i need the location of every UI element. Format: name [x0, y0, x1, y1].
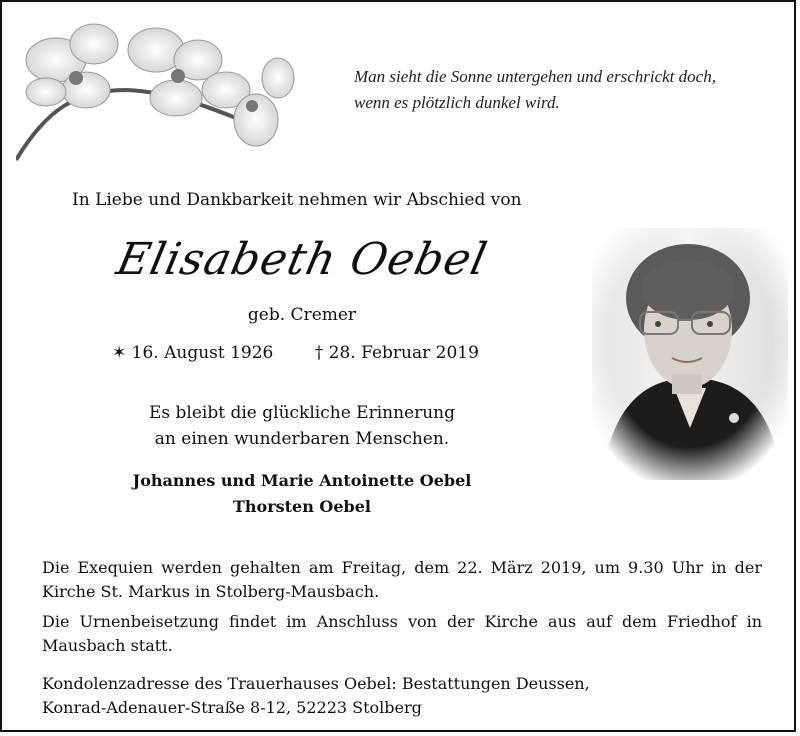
- life-dates: [112, 340, 515, 366]
- deceased-name: Elisabeth Oebel: [112, 234, 492, 285]
- intro-text: In Liebe und Dankbarkeit nehmen wir Abschied von: [72, 190, 522, 210]
- poem-line-2: wenn es plötzlich dunkel wird.: [354, 93, 560, 112]
- birth-name: geb. Cremer: [247, 305, 357, 325]
- portrait-photo: [592, 228, 788, 480]
- poem-line-1: Man sieht die Sonne untergehen und erschrickt doch,: [354, 67, 716, 86]
- portrait-image: [592, 228, 788, 480]
- orchid-illustration: [16, 20, 306, 170]
- memory-line-2: an einen wunderbaren Menschen.: [154, 429, 450, 449]
- memory-text: [92, 400, 512, 452]
- address-line-1: Kondolenzadresse des Trauerhauses Oebel: Bestattungen Deussen,: [42, 674, 590, 693]
- family-line-2: Thorsten Oebel: [233, 497, 371, 516]
- condolence-address: [42, 672, 762, 720]
- poem: [354, 64, 784, 116]
- birth-date: ✶ 16. August 1926: [112, 343, 274, 363]
- address-line-2: Konrad-Adenauer-Straße 8-12, 52223 Stolberg: [42, 698, 422, 717]
- death-date: † 28. Februar 2019: [314, 343, 479, 363]
- family-signature: [92, 468, 512, 520]
- urn-paragraph: Die Urnenbeisetzung findet im Anschluss von der Kirche aus auf dem Friedhof in Mausbach statt.: [42, 612, 762, 655]
- family-line-1: Johannes und Marie Antoinette Oebel: [132, 471, 472, 490]
- memory-line-1: Es bleibt die glückliche Erinnerung: [149, 403, 455, 423]
- exequien-paragraph: Die Exequien werden gehalten am Freitag, dem 22. März 2019, um 9.30 Uhr in der Kirche St. Markus in Stolberg-Mausbach.: [42, 558, 762, 601]
